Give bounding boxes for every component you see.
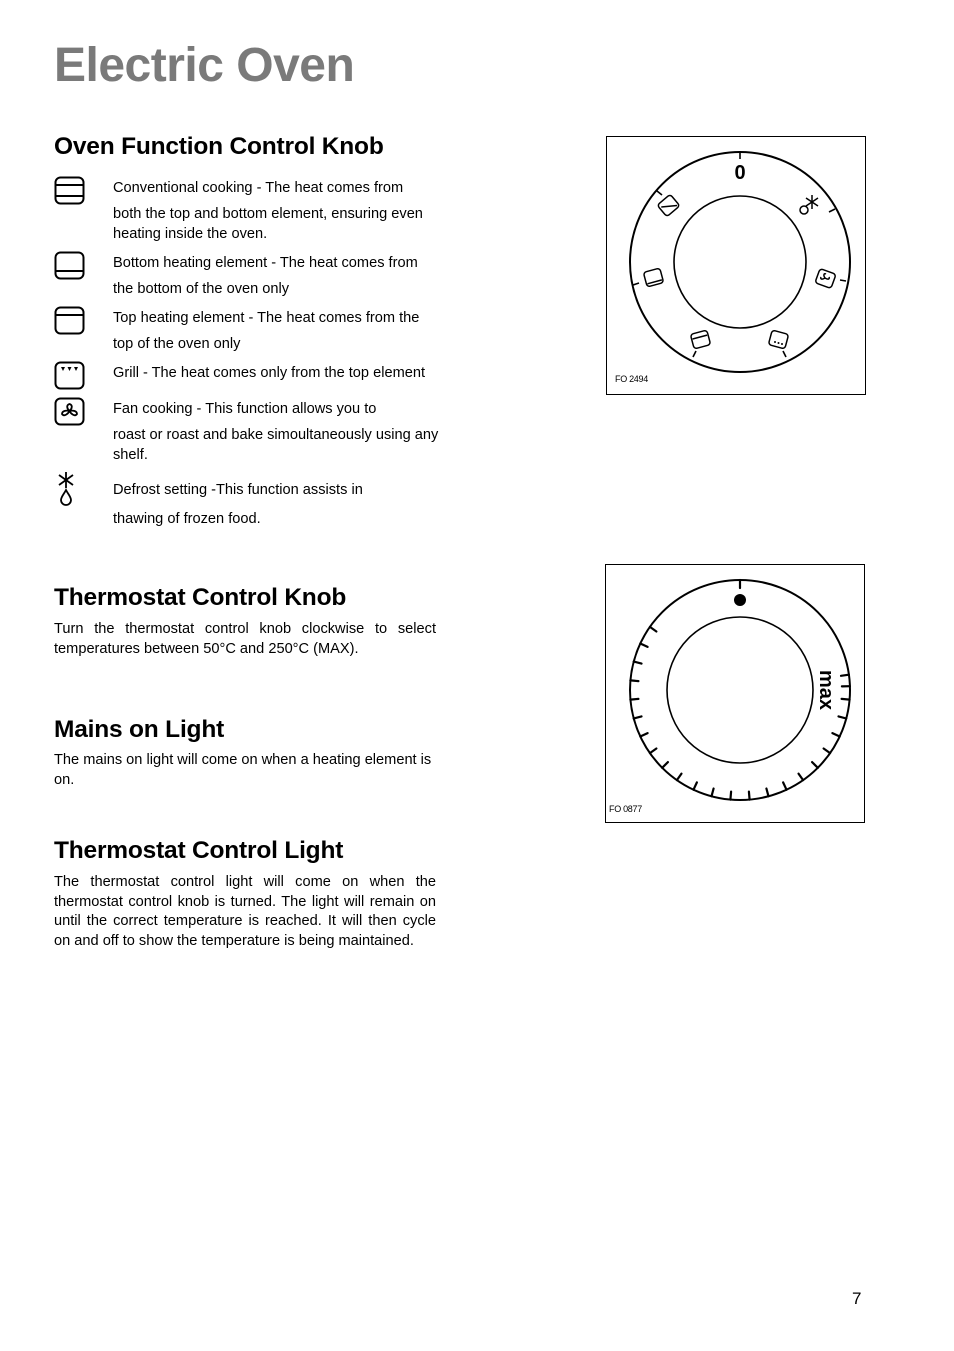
- page-title: Electric Oven: [54, 39, 355, 92]
- thermostat-knob-diagram: [606, 565, 864, 822]
- thermostat-figure-code: FO 0877: [609, 804, 642, 814]
- thermostat-light-heading: Thermostat Control Light: [54, 837, 344, 864]
- thermostat-tick-mark: [812, 762, 818, 768]
- thermostat-tick-mark: [730, 792, 731, 800]
- function-knob-zero-label: 0: [734, 162, 746, 184]
- mains-light-text: The mains on light will come on when a heating element is on.: [54, 752, 432, 788]
- function-fan-detail: roast or roast and bake simoultaneously using any shelf.: [113, 427, 439, 463]
- thermostat-tick-mark: [841, 675, 849, 676]
- thermostat-tick-mark: [640, 733, 647, 736]
- thermostat-tick-mark: [832, 733, 839, 736]
- thermostat-light-text: The thermostat control light will come on when the thermostat control knob is turned. The light will remain on until the correct temperature is reached. It will then cycle on and off to show the temperature is being maintained.: [54, 874, 436, 949]
- bottom-heating-icon: [54, 251, 86, 281]
- thermostat-indicator-dot: [734, 594, 746, 606]
- function-conventional-title: Conventional cooking - The heat comes from: [113, 180, 404, 196]
- thermostat-tick-mark: [783, 782, 786, 789]
- function-fan-title: Fan cooking - This function allows you to: [113, 401, 377, 417]
- thermostat-tick-mark: [677, 774, 682, 781]
- function-grill-title: Grill - The heat comes only from the top element: [113, 365, 426, 381]
- thermostat-tick-mark: [640, 644, 647, 647]
- function-knob-diagram: [607, 137, 865, 394]
- thermostat-max-label: max: [815, 669, 837, 711]
- function-defrost-title: Defrost setting -This function assists in: [113, 482, 363, 498]
- function-bottom-title: Bottom heating element - The heat comes from: [113, 255, 418, 271]
- grill-icon: [54, 361, 86, 391]
- thermostat-tick-mark: [634, 716, 642, 718]
- thermostat-tick-mark: [694, 782, 697, 789]
- thermostat-knob-text: Turn the thermostat control knob clockwise to select temperatures between 50°C and 250°C (MAX).: [54, 621, 436, 657]
- thermostat-tick-mark: [650, 627, 657, 632]
- thermostat-tick-mark: [799, 774, 804, 781]
- function-top-title: Top heating element - The heat comes from the: [113, 310, 420, 326]
- thermostat-tick-mark: [712, 789, 714, 797]
- function-bottom-detail: the bottom of the oven only: [113, 281, 290, 297]
- function-defrost-detail: thawing of frozen food.: [113, 510, 261, 527]
- thermostat-tick-mark: [650, 749, 657, 754]
- thermostat-tick-mark: [749, 792, 750, 800]
- top-heating-icon: [54, 306, 86, 336]
- thermostat-tick-mark: [662, 762, 668, 768]
- thermostat-tick-mark: [630, 680, 638, 681]
- thermostat-tick-mark: [634, 662, 642, 664]
- mains-light-heading: Mains on Light: [54, 716, 225, 743]
- thermostat-tick-mark: [766, 789, 768, 797]
- defrost-icon: [54, 471, 78, 509]
- conventional-cooking-icon: [54, 176, 86, 206]
- thermostat-knob-figure: [605, 564, 865, 823]
- function-top-detail: top of the oven only: [113, 336, 241, 352]
- function-figure-code: FO 2494: [615, 374, 648, 384]
- thermostat-tick-mark: [839, 716, 847, 718]
- thermostat-knob-heading: Thermostat Control Knob: [54, 584, 347, 611]
- thermostat-tick-mark: [630, 699, 638, 700]
- thermostat-tick-mark: [842, 699, 850, 700]
- oven-function-heading: Oven Function Control Knob: [54, 133, 384, 160]
- oven-function-knob-figure: [606, 136, 866, 395]
- page-number: 7: [852, 1289, 862, 1308]
- thermostat-tick-mark: [824, 749, 831, 754]
- fan-cooking-icon: [54, 397, 86, 427]
- function-conventional-detail: both the top and bottom element, ensuring even heating inside the oven.: [113, 206, 423, 242]
